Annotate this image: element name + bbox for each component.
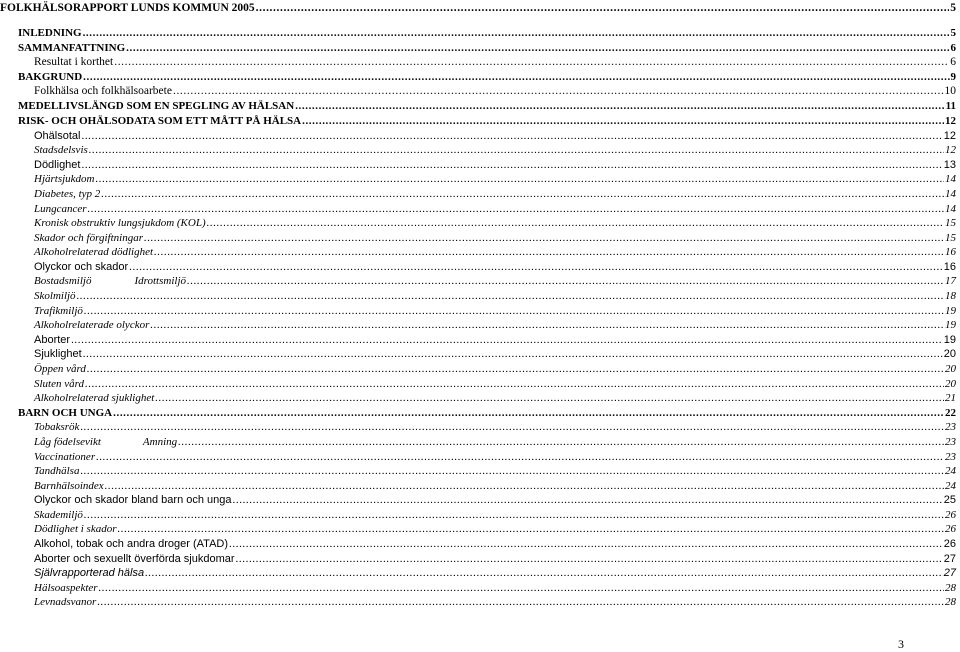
toc-page: 15: [945, 217, 956, 229]
toc-title: Hälsoaspekter: [34, 582, 98, 594]
toc-page: 14: [945, 188, 956, 200]
toc-title: Dödlighet i skador: [34, 523, 117, 535]
toc-leader: [85, 377, 944, 391]
toc-leader: [145, 566, 943, 580]
toc-entry[interactable]: [34, 274, 956, 288]
toc-title: Olyckor och skador bland barn och unga: [34, 494, 232, 506]
toc-entry[interactable]: [34, 231, 956, 245]
toc-title: INLEDNING: [18, 27, 82, 39]
toc-page: 11: [945, 100, 956, 112]
toc-leader: [96, 450, 944, 464]
toc-title: Vaccinationer: [34, 451, 96, 463]
toc-leader: [97, 595, 944, 609]
toc-leader: [84, 304, 944, 318]
toc-page: 15: [945, 232, 956, 244]
toc-title: Tandhälsa: [34, 465, 80, 477]
toc-title: Skolmiljö: [34, 290, 76, 302]
toc-entry[interactable]: [0, 1, 956, 15]
toc-page: 23: [945, 436, 956, 448]
toc-page: 17: [945, 275, 956, 287]
toc-page: 24: [945, 465, 956, 477]
toc-page: 5: [950, 27, 956, 39]
toc-page: 26: [945, 509, 956, 521]
toc-page: 27: [943, 553, 956, 565]
toc-leader: [126, 41, 949, 55]
toc-title: Stadsdelsvis: [34, 144, 88, 156]
toc-title: RISK- OCH OHÄLSODATA SOM ETT MÅTT PÅ HÄLSA: [18, 115, 302, 127]
toc-page: 23: [945, 421, 956, 433]
toc-entry[interactable]: [34, 318, 956, 332]
toc-entry[interactable]: [34, 158, 956, 172]
toc-leader: [229, 537, 943, 551]
toc-entry[interactable]: [18, 41, 956, 55]
toc-leader: [101, 187, 944, 201]
toc-page: 22: [945, 407, 956, 419]
toc-entry[interactable]: [34, 493, 956, 507]
toc-leader: [144, 231, 944, 245]
toc-entry[interactable]: [18, 70, 956, 84]
toc-title: FOLKHÄLSORAPPORT LUNDS KOMMUN 2005: [0, 2, 255, 14]
toc-leader: [80, 464, 944, 478]
toc-title: Sluten vård: [34, 378, 84, 390]
toc-page: 19: [945, 319, 956, 331]
toc-title: BAKGRUND: [18, 71, 83, 83]
toc-page: 18: [945, 290, 956, 302]
toc-leader: [77, 289, 944, 303]
toc-entry[interactable]: [34, 202, 956, 216]
toc-title: Skademiljö: [34, 509, 83, 521]
toc-leader: [256, 1, 950, 15]
toc-entry[interactable]: [34, 84, 956, 98]
toc-title: Aborter: [34, 334, 71, 346]
toc-entry[interactable]: [34, 172, 956, 186]
toc-leader: [80, 420, 944, 434]
toc-leader: [105, 479, 944, 493]
toc-title: Tobaksrök: [34, 421, 80, 433]
toc-leader: [87, 362, 944, 376]
toc-title: Alkoholrelaterad sjuklighet: [34, 392, 155, 404]
toc-page: 12: [945, 144, 956, 156]
toc-entry[interactable]: [34, 508, 956, 522]
toc-title: Skador och förgiftningar: [34, 232, 143, 244]
toc-page: 20: [943, 348, 956, 360]
toc-entry[interactable]: [34, 55, 956, 69]
toc-entry[interactable]: [34, 143, 956, 157]
toc-leader: [178, 435, 944, 449]
toc-leader: [129, 260, 943, 274]
toc-entry[interactable]: [34, 187, 956, 201]
toc-leader: [173, 84, 944, 98]
toc-entry[interactable]: [34, 304, 956, 318]
toc-entry[interactable]: [18, 406, 956, 420]
toc-page: 23: [945, 451, 956, 463]
toc-leader: [295, 99, 944, 113]
toc-leader: [83, 347, 943, 361]
toc-page: 25: [943, 494, 956, 506]
toc-title: Sjuklighet: [34, 348, 82, 360]
toc-page: 13: [943, 159, 956, 171]
toc-title: Barnhälsoindex: [34, 480, 104, 492]
toc-entry[interactable]: [34, 566, 956, 580]
toc-entry[interactable]: [34, 552, 956, 566]
toc-entry[interactable]: [34, 391, 956, 405]
toc-entry[interactable]: [34, 216, 956, 230]
toc-entry[interactable]: [34, 129, 956, 143]
toc-page: 28: [945, 582, 956, 594]
toc-page: 6: [950, 56, 956, 68]
toc-page: 16: [943, 261, 956, 273]
toc-title: Lungcancer: [34, 203, 87, 215]
toc-page: 20: [945, 363, 956, 375]
toc-leader: [113, 406, 944, 420]
toc-title: Alkohol, tobak och andra droger (ATAD): [34, 538, 229, 550]
toc-page: 26: [945, 523, 956, 535]
toc-entry[interactable]: [34, 595, 956, 609]
toc-title: Låg födelsevikt: [34, 436, 101, 448]
toc-entry[interactable]: [18, 26, 956, 40]
toc-leader: [187, 274, 944, 288]
toc-title: SAMMANFATTNING: [18, 42, 126, 54]
page-number: 3: [898, 637, 904, 651]
toc-title: MEDELLIVSLÄNGD SOM EN SPEGLING AV HÄLSAN: [18, 100, 295, 112]
toc-leader: [83, 26, 950, 40]
toc-page: 12: [945, 115, 956, 127]
toc-page: 28: [945, 596, 956, 608]
toc-title: Trafikmiljö: [34, 305, 83, 317]
toc-title: Självrapporterad hälsa: [34, 567, 145, 579]
toc-page: 26: [943, 538, 956, 550]
toc-entry[interactable]: [34, 333, 956, 347]
toc-leader: [236, 552, 943, 566]
toc-page: 14: [945, 203, 956, 215]
toc-page: 19: [943, 334, 956, 346]
toc-leader: [118, 522, 945, 536]
toc-page: 12: [943, 130, 956, 142]
toc-page: 9: [950, 71, 956, 83]
toc-leader: [71, 333, 943, 347]
toc-leader: [114, 55, 949, 69]
toc-page: 6: [950, 42, 956, 54]
toc-entry[interactable]: [34, 464, 956, 478]
toc-entry[interactable]: [34, 581, 956, 595]
toc-leader: [96, 172, 945, 186]
toc-title: BARN OCH UNGA: [18, 407, 113, 419]
toc-leader: [88, 202, 944, 216]
toc-entry[interactable]: [34, 347, 956, 361]
toc-title: Aborter och sexuellt överförda sjukdomar: [34, 553, 235, 565]
toc-leader: [207, 216, 944, 230]
toc-title: Alkoholrelaterad dödlighet: [34, 246, 154, 258]
toc-title: Folkhälsa och folkhälsoarbete: [34, 85, 172, 97]
toc-title-secondary: Amning: [142, 436, 178, 448]
toc-title: Olyckor och skador: [34, 261, 129, 273]
toc-entry[interactable]: [34, 260, 956, 274]
toc-leader: [84, 508, 944, 522]
toc-title: Alkoholrelaterade olyckor: [34, 319, 150, 331]
toc-title: Öppen vård: [34, 363, 86, 375]
toc-page: 27: [943, 567, 956, 579]
toc-leader: [89, 143, 944, 157]
toc-page: 16: [945, 246, 956, 258]
toc-leader: [233, 493, 943, 507]
toc-page: 14: [945, 173, 956, 185]
toc-page: 20: [945, 378, 956, 390]
toc-entry[interactable]: [34, 289, 956, 303]
toc-leader: [302, 114, 944, 128]
toc-leader: [154, 245, 944, 259]
toc-entry[interactable]: [34, 537, 956, 551]
toc-page: 5: [950, 2, 956, 14]
toc-leader: [99, 581, 944, 595]
toc-title-secondary: Idrottsmiljö: [134, 275, 186, 287]
toc-leader: [155, 391, 944, 405]
toc-page: 19: [945, 305, 956, 317]
toc-entry[interactable]: [34, 377, 956, 391]
toc-title: Hjärtsjukdom: [34, 173, 95, 185]
toc-title: Diabetes, typ 2: [34, 188, 101, 200]
toc-title: Kronisk obstruktiv lungsjukdom (KOL): [34, 217, 206, 229]
toc-page: 10: [944, 85, 956, 97]
toc-entry[interactable]: [34, 362, 956, 376]
toc-title: Ohälsotal: [34, 130, 81, 142]
toc-page: 21: [945, 392, 956, 404]
toc-title: Bostadsmiljö: [34, 275, 92, 287]
toc-entry[interactable]: [34, 522, 956, 536]
toc-title: Levnadsvanor: [34, 596, 97, 608]
toc-entry[interactable]: [18, 99, 956, 113]
toc-leader: [81, 129, 942, 143]
toc-title: Dödlighet: [34, 159, 81, 171]
toc-page: 24: [945, 480, 956, 492]
toc-entry[interactable]: [34, 245, 956, 259]
toc-leader: [83, 70, 949, 84]
toc-entry[interactable]: [34, 420, 956, 434]
toc-leader: [150, 318, 944, 332]
toc-entry[interactable]: [34, 479, 956, 493]
toc-entry[interactable]: [34, 450, 956, 464]
toc-entry[interactable]: [34, 435, 956, 449]
toc-leader: [81, 158, 942, 172]
toc-title: Resultat i korthet: [34, 56, 114, 68]
toc-entry[interactable]: [18, 114, 956, 128]
